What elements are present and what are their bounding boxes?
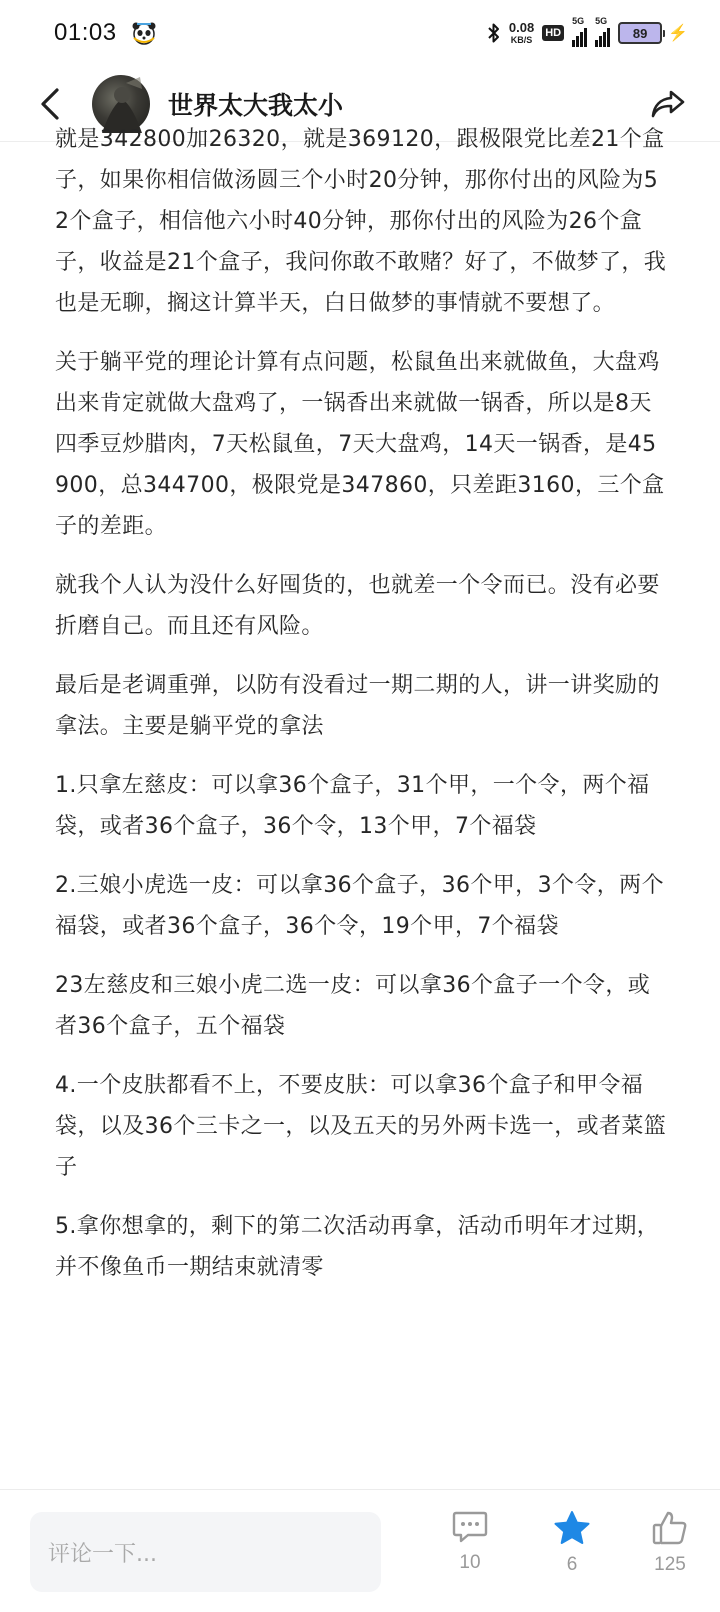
- like-count: 125: [654, 1554, 686, 1575]
- article-paragraph: 4.一个皮肤都看不上，不要皮肤：可以拿36个盒子和甲令福袋，以及36个三卡之一，以及五天的另外两卡选一，或者菜篮子: [55, 1073, 667, 1180]
- article-paragraph: 1.只拿左慈皮：可以拿36个盒子，31个甲，一个令，两个福袋，或者36个盒子，36个令，13个甲，7个福袋: [55, 773, 650, 839]
- article-paragraph: 最后是老调重弹，以防有没看过一期二期的人，讲一讲奖励的拿法。主要是躺平党的拿法: [55, 673, 660, 739]
- comment-icon: [451, 1510, 489, 1544]
- share-icon: [651, 89, 685, 119]
- status-time: 01:03: [54, 19, 117, 46]
- charging-icon: ⚡: [668, 25, 688, 42]
- favorite-count: 6: [566, 1554, 578, 1575]
- battery-indicator: [618, 22, 688, 44]
- bluetooth-icon: [487, 22, 501, 44]
- bottom-action-bar: [0, 1489, 720, 1612]
- network-speed-unit: KB/S: [510, 35, 533, 45]
- comment-count: 10: [459, 1552, 481, 1573]
- article-body[interactable]: [0, 127, 720, 1489]
- comment-button[interactable]: [430, 1510, 510, 1574]
- signal-1-label: 5G: [572, 15, 585, 26]
- favorite-button[interactable]: [532, 1510, 612, 1576]
- battery-level: 89: [618, 22, 662, 44]
- author-name[interactable]: 世界太大我太小: [168, 90, 344, 120]
- panda-notification-icon: [131, 20, 157, 46]
- star-icon: [553, 1510, 591, 1546]
- signal-strength-1: [572, 15, 587, 47]
- like-button[interactable]: [630, 1510, 710, 1576]
- article-paragraph: 就是342800加26320，就是369120，跟极限党比差21个盒子，如果你相信做汤圆三个小时20分钟，那你付出的风险为52个盒子，相信他六小时40分钟，那你付出的风险为26个盒子，收益是21个盒子，我问你敢不敢赌？好了，不做梦了，我也是无聊，搁这计算半天，白日做梦的事情就不要想了。: [55, 127, 667, 316]
- thumbs-up-icon: [651, 1510, 689, 1546]
- article-paragraph: 23左慈皮和三娘小虎二选一皮：可以拿36个盒子一个令，或者36个盒子，五个福袋: [55, 973, 651, 1039]
- hd-voice-badge: HD: [542, 25, 564, 41]
- comment-placeholder: 评论一下...: [48, 1541, 157, 1567]
- article-paragraph: 2.三娘小虎选一皮：可以拿36个盒子，36个甲，3个令，两个福袋，或者36个盒子，36个令，19个甲，7个福袋: [55, 873, 664, 939]
- network-speed-value: 0.08: [508, 20, 535, 35]
- signal-2-label: 5G: [595, 15, 608, 26]
- comment-input[interactable]: [30, 1512, 381, 1592]
- article-paragraph: 关于躺平党的理论计算有点问题，松鼠鱼出来就做鱼，大盘鸡出来肯定就做大盘鸡了，一锅香出来就做一锅香，所以是8天四季豆炒腊肉，7天松鼠鱼，7天大盘鸡，14天一锅香，是45900，总344700，极限党是347860，只差距3160，三个盒子的差距。: [55, 350, 665, 539]
- status-indicators: [487, 15, 688, 47]
- status-bar: [0, 0, 720, 66]
- article-paragraph: 就我个人认为没什么好囤货的，也就差一个令而已。没有必要折磨自己。而且还有风险。: [55, 573, 660, 639]
- network-speed: [509, 21, 534, 45]
- chevron-left-icon: [39, 87, 61, 121]
- signal-strength-2: [595, 15, 610, 47]
- article-paragraph: 5.拿你想拿的，剩下的第二次活动再拿，活动币明年才过期，并不像鱼币一期结束就清零: [55, 1214, 660, 1280]
